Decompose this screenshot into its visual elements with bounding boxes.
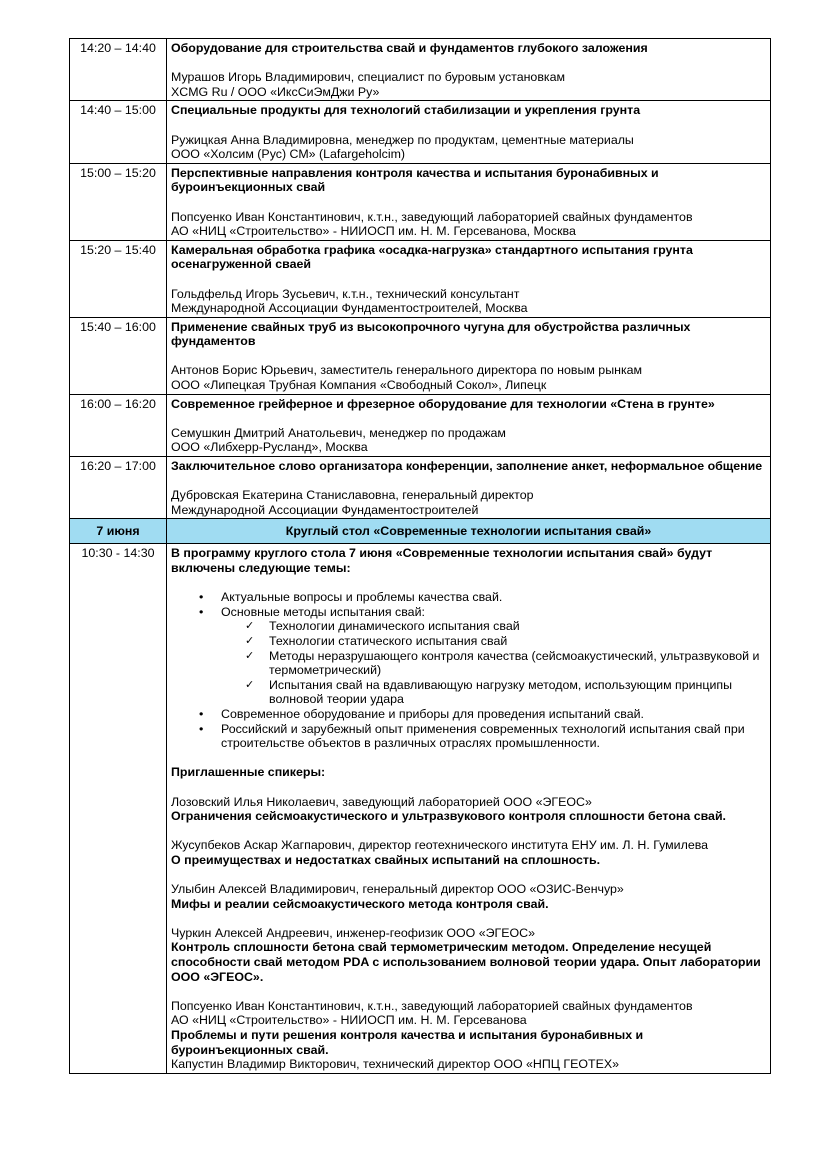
session-org: АО «НИЦ «Строительство» - НИИОСП им. Н. М. Герсеванова, Москва <box>171 224 576 239</box>
speaker-org: АО «НИЦ «Строительство» - НИИОСП им. Н. М. Герсеванова <box>171 1013 527 1028</box>
session-cell <box>167 394 771 456</box>
session-row <box>70 163 771 240</box>
session-org: Международной Ассоциации Фундаментостроителей, Москва <box>171 301 528 316</box>
speaker-name: Чуркин Алексей Андреевич, инженер-геофизик ООО «ЭГЕОС» <box>171 925 535 940</box>
topic-item: • Российский и зарубежный опыт применения современных технологий испытания свай при строительстве объектов в различных отраслях промышленности. <box>221 722 766 751</box>
session-org: ООО «Либхерр-Русланд», Москва <box>171 440 368 455</box>
session-speaker: Ружицкая Анна Владимировна, менеджер по продуктам, цементные материалы <box>171 132 634 147</box>
topic-list <box>171 590 766 751</box>
session-org: ООО «Холсим (Рус) СМ» (Lafargeholcim) <box>171 147 406 162</box>
session-speaker: Семушкин Дмитрий Анатольевич, менеджер по продажам <box>171 425 506 440</box>
session-time: 14:20 – 14:40 <box>70 39 167 101</box>
speaker-name: Улыбин Алексей Владимирович, генеральный директор ООО «ОЗИС-Венчур» <box>171 882 624 897</box>
round-table-intro: В программу круглого стола 7 июня «Современные технологии испытания свай» будут включены следующие темы: <box>171 546 713 575</box>
round-table-time: 10:30 - 14:30 <box>70 544 167 1073</box>
session-time: 15:20 – 15:40 <box>70 240 167 317</box>
session-org: XCMG Ru / ООО «ИксСиЭмДжи Ру» <box>171 84 380 99</box>
session-title: Перспективные направления контроля качества и испытания буронабивных и буроинъекционных свай <box>171 165 659 195</box>
method-item: ✓ Технологии статического испытания свай <box>269 634 766 649</box>
speakers-label: Приглашенные спикеры: <box>171 765 326 780</box>
session-time: 16:20 – 17:00 <box>70 457 167 519</box>
session-cell <box>167 163 771 240</box>
speaker-talk: Проблемы и пути решения контроля качества и испытания буронабивных и буроинъекционных свай. <box>171 1028 644 1057</box>
session-time: 15:40 – 16:00 <box>70 317 167 394</box>
session-speaker: Попсуенко Иван Константинович, к.т.н., заведующий лабораторией свайных фундаментов <box>171 209 693 224</box>
session-time: 14:40 – 15:00 <box>70 101 167 163</box>
speaker-name: Жусупбеков Аскар Жагпарович, директор геотехнического института ЕНУ им. Л. Н. Гумилева <box>171 838 709 853</box>
speaker-name: Лозовский Илья Николаевич, заведующий лабораторией ООО «ЭГЕОС» <box>171 794 592 809</box>
session-speaker: Антонов Борис Юрьевич, заместитель генерального директора по новым рынкам <box>171 363 643 378</box>
speaker-talk: Мифы и реалии сейсмоакустического метода контроля свай. <box>171 896 549 911</box>
session-title: Специальные продукты для технологий стабилизации и укрепления грунта <box>171 103 641 118</box>
session-title: Камеральная обработка графика «осадка-нагрузка» стандартного испытания грунта осенагруженной сваей <box>171 242 693 272</box>
speaker-name: Попсуенко Иван Константинович, к.т.н., заведующий лабораторией свайных фундаментов <box>171 998 693 1013</box>
session-time: 15:00 – 15:20 <box>70 163 167 240</box>
session-cell <box>167 317 771 394</box>
session-cell <box>167 39 771 101</box>
speaker-talk: Контроль сплошности бетона свай термометрическим методом. Определение несущей способности свай методом PDA с использованием волновой теории удара. Опыт лаборатории ООО «ЭГЕОС». <box>171 940 761 984</box>
session-org: Международной Ассоциации Фундаментостроителей <box>171 502 479 517</box>
method-list <box>221 619 766 707</box>
session-row <box>70 457 771 519</box>
session-row <box>70 39 771 101</box>
session-speaker: Гольдфельд Игорь Зусьевич, к.т.н., технический консультант <box>171 286 520 301</box>
speaker-name: Капустин Владимир Викторович, технический директор ООО «НПЦ ГЕОТЕХ» <box>171 1057 619 1072</box>
topic-item <box>221 605 766 707</box>
round-table-row <box>70 544 771 1073</box>
speaker-talk: О преимуществах и недостатках свайных испытаний на сплошность. <box>171 852 601 867</box>
session-row <box>70 394 771 456</box>
round-table-heading: Круглый стол «Современные технологии испытания свай» <box>167 519 771 544</box>
session-row <box>70 240 771 317</box>
session-speaker: Мурашов Игорь Владимирович, специалист по буровым установкам <box>171 70 566 85</box>
session-cell <box>167 457 771 519</box>
speaker-talk: Ограничения сейсмоакустического и ультразвукового контроля сплошности бетона свай. <box>171 809 727 824</box>
session-cell <box>167 101 771 163</box>
round-table-date: 7 июня <box>70 519 167 544</box>
session-row <box>70 317 771 394</box>
topic-item: • Актуальные вопросы и проблемы качества свай. <box>221 590 766 605</box>
round-table-cell <box>167 544 771 1073</box>
session-title: Оборудование для строительства свай и фундаментов глубокого заложения <box>171 41 648 55</box>
method-item: ✓ Технологии динамического испытания свай <box>269 619 766 634</box>
program-table <box>69 38 771 1074</box>
topic-item: • Современное оборудование и приборы для проведения испытаний свай. <box>221 707 766 722</box>
session-title: Применение свайных труб из высокопрочного чугуна для обустройства различных фундаментов <box>171 319 691 349</box>
session-title: Современное грейферное и фрезерное оборудование для технологии «Стена в грунте» <box>171 396 715 411</box>
session-row <box>70 101 771 163</box>
session-speaker: Дубровская Екатерина Станиславовна, генеральный директор <box>171 488 534 503</box>
method-item: ✓ Методы неразрушающего контроля качества (сейсмоакустический, ультразвуковой и термометрический) <box>269 649 766 678</box>
method-item: ✓ Испытания свай на вдавливающую нагрузку методом, использующим принципы волновой теории удара <box>269 678 766 707</box>
session-cell <box>167 240 771 317</box>
session-org: ООО «Липецкая Трубная Компания «Свободный Сокол», Липецк <box>171 378 547 393</box>
session-time: 16:00 – 16:20 <box>70 394 167 456</box>
round-table-header-row <box>70 519 771 544</box>
topic-item-label: Основные методы испытания свай: <box>221 604 425 619</box>
session-title: Заключительное слово организатора конференции, заполнение анкет, неформальное общение <box>171 459 763 474</box>
